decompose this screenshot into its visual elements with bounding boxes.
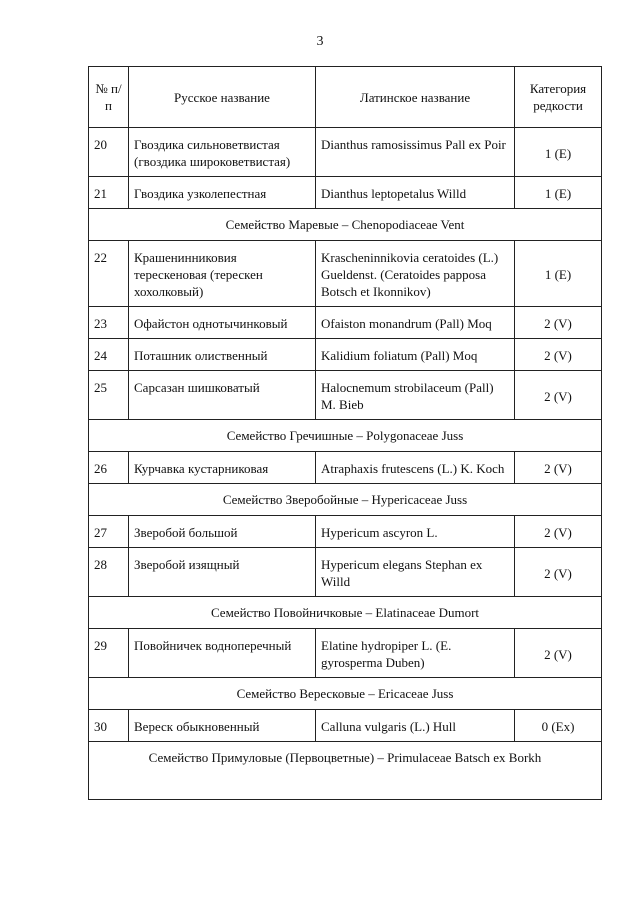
family-row — [89, 420, 602, 452]
russian-name: Гвоздика сильноветвистая (гвоздика широковетвистая) — [129, 128, 316, 177]
page-number: 3 — [316, 34, 324, 49]
table-row — [89, 177, 602, 209]
latin-name: Atraphaxis frutescens (L.) K. Koch — [316, 452, 515, 484]
latin-name: Dianthus leptopetalus Willd — [316, 177, 515, 209]
family-heading: Семейство Маревые – Chenopodiaceae Vent — [89, 209, 602, 241]
header-latin-name: Латинское название — [316, 67, 515, 128]
latin-name: Krascheninnikovia ceratoides (L.) Gueldenst. (Ceratoides papposa Botsch et Ikonnikov) — [316, 241, 515, 307]
table-row — [89, 548, 602, 597]
family-row — [89, 678, 602, 710]
rarity-category: 0 (Ex) — [515, 710, 602, 742]
family-heading: Семейство Повойничковые – Elatinaceae Dumort — [89, 597, 602, 629]
family-row — [89, 484, 602, 516]
russian-name: Офайстон однотычинковый — [129, 307, 316, 339]
row-number: 29 — [89, 629, 129, 678]
family-row — [89, 209, 602, 241]
rare-plants-table — [88, 66, 602, 800]
table-header-row — [89, 67, 602, 128]
row-number: 22 — [89, 241, 129, 307]
family-row — [89, 742, 602, 800]
row-number: 28 — [89, 548, 129, 597]
rarity-category: 1 (E) — [515, 241, 602, 307]
russian-name: Вереск обыкновенный — [129, 710, 316, 742]
russian-name: Сарсазан шишковатый — [129, 371, 316, 420]
rarity-category: 1 (E) — [515, 177, 602, 209]
table-row — [89, 629, 602, 678]
russian-name: Гвоздика узколепестная — [129, 177, 316, 209]
row-number: 23 — [89, 307, 129, 339]
table-row — [89, 516, 602, 548]
rarity-category: 2 (V) — [515, 629, 602, 678]
row-number: 30 — [89, 710, 129, 742]
russian-name: Крашенинниковия терескеновая (терескен хохолковый) — [129, 241, 316, 307]
row-number: 24 — [89, 339, 129, 371]
row-number: 20 — [89, 128, 129, 177]
row-number: 26 — [89, 452, 129, 484]
table-row — [89, 452, 602, 484]
family-heading: Семейство Зверобойные – Hypericaceae Juss — [89, 484, 602, 516]
table-row — [89, 307, 602, 339]
family-heading: Семейство Примуловые (Первоцветные) – Primulaceae Batsch ex Borkh — [89, 742, 602, 800]
latin-name: Hypericum ascyron L. — [316, 516, 515, 548]
latin-name: Calluna vulgaris (L.) Hull — [316, 710, 515, 742]
russian-name: Повойничек водноперечный — [129, 629, 316, 678]
latin-name: Dianthus ramosissimus Pall ex Poir — [316, 128, 515, 177]
row-number: 27 — [89, 516, 129, 548]
rarity-category: 2 (V) — [515, 371, 602, 420]
table-row — [89, 128, 602, 177]
table-body — [89, 128, 602, 800]
latin-name: Halocnemum strobilaceum (Pall) M. Bieb — [316, 371, 515, 420]
rarity-category: 1 (E) — [515, 128, 602, 177]
russian-name: Зверобой изящный — [129, 548, 316, 597]
row-number: 25 — [89, 371, 129, 420]
table-row — [89, 371, 602, 420]
rarity-category: 2 (V) — [515, 452, 602, 484]
rarity-category: 2 (V) — [515, 307, 602, 339]
latin-name: Hypericum elegans Stephan ex Willd — [316, 548, 515, 597]
row-number: 21 — [89, 177, 129, 209]
latin-name: Kalidium foliatum (Pall) Moq — [316, 339, 515, 371]
rarity-category: 2 (V) — [515, 548, 602, 597]
russian-name: Зверобой большой — [129, 516, 316, 548]
header-russian-name: Русское название — [129, 67, 316, 128]
family-row — [89, 597, 602, 629]
table-row — [89, 339, 602, 371]
header-rarity-category: Категория редкости — [515, 67, 602, 128]
russian-name: Курчавка кустарниковая — [129, 452, 316, 484]
table-row — [89, 241, 602, 307]
rarity-category: 2 (V) — [515, 339, 602, 371]
latin-name: Ofaiston monandrum (Pall) Moq — [316, 307, 515, 339]
family-heading: Семейство Вересковые – Ericaceae Juss — [89, 678, 602, 710]
russian-name: Поташник олиственный — [129, 339, 316, 371]
table-row — [89, 710, 602, 742]
rarity-category: 2 (V) — [515, 516, 602, 548]
header-number: № п/п — [89, 67, 129, 128]
family-heading: Семейство Гречишные – Polygonaceae Juss — [89, 420, 602, 452]
latin-name: Elatine hydropiper L. (E. gyrosperma Duben) — [316, 629, 515, 678]
